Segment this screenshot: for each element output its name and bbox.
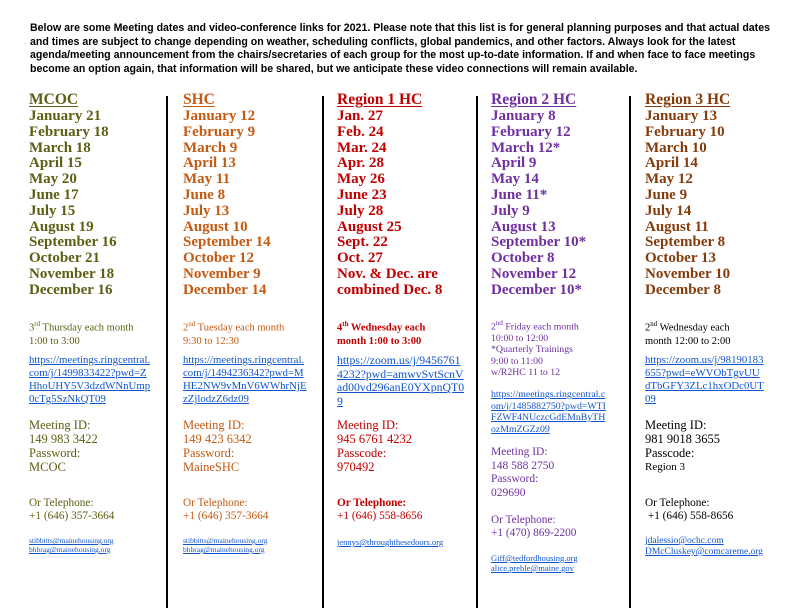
meeting-date: Jan. 27 [337,108,383,124]
schedule-note: 2nd Tuesday each month 9:30 to 12:30 [183,320,285,347]
meeting-date: July 9 [491,202,530,219]
column-mcoc [29,91,117,299]
schedule-note: 3rd Thursday each month 1:00 to 3:00 [29,320,134,347]
meeting-date: June 23 [337,186,387,203]
schedule-note: 2nd Wednesday each month 12:00 to 2:00 [645,320,731,347]
schedule-note: 2nd Friday each month 10:00 to 12:00 *Quarterly Trainings 9:00 to 11:00 w/R2HC 11 to 12 [491,319,579,379]
meeting-date: November 12 [491,265,577,282]
meeting-date: Apr. 28 [337,155,384,172]
meeting-date: September 8 [645,234,726,251]
meeting-dates-list [491,109,586,299]
meeting-dates-list [183,109,271,299]
meeting-date: August 19 [29,218,94,235]
telephone-info: Or Telephone: +1 (646) 357-3664 [183,497,269,522]
meeting-date: November 9 [183,265,261,282]
meeting-date: January 13 [645,108,718,124]
meeting-date: October 13 [645,250,716,267]
telephone-info: Or Telephone: +1 (646) 357-3664 [29,497,115,522]
meeting-date: July 13 [183,202,230,219]
column-region-2 [491,91,586,299]
meeting-dates-list [645,109,730,299]
column-divider [629,96,631,608]
meeting-date: August 11 [645,218,709,235]
email-link[interactable]: stibbitts@mainehousing.org [183,536,268,545]
column-shc [183,91,271,299]
meeting-date: February 10 [645,123,725,140]
meeting-date: April 9 [491,155,537,172]
meeting-date: January 8 [491,108,556,124]
email-link[interactable]: stibbitts@mainehousing.org [29,536,114,545]
video-conference-link[interactable]: https://meetings.ringcentral.com/j/1485882750?pwd=WTIFZWF4NUczcGdEMnByTHozMmZGZz09 [491,389,606,435]
meeting-date: December 16 [29,281,113,298]
column-title: Region 2 HC [491,91,577,108]
meeting-date: May 12 [645,171,693,188]
contact-emails [491,553,578,573]
meeting-date: December 8 [645,281,721,298]
email-link[interactable]: alice.preble@maine.gov [491,563,574,573]
meeting-date: June 11* [491,186,548,203]
meeting-date: April 14 [645,155,698,172]
schedule-note: 4th Wednesday each month 1:00 to 3:00 [337,320,426,347]
meeting-date: March 12* [491,139,561,156]
meeting-credentials: Meeting ID: 149 423 6342 Password: MaineSHC [183,418,252,474]
meeting-date: June 17 [29,186,79,203]
meeting-date: April 13 [183,155,236,172]
meeting-date: November 10 [645,265,731,282]
meeting-date: August 13 [491,218,556,235]
video-conference-link[interactable]: https://meetings.ringcentral.com/j/1494236342?pwd=MHE2NW9vMnV6WWhrNjEzZjlodzZ6dz09 [183,354,307,405]
column-divider [476,96,478,608]
email-link[interactable]: jdalessio@ochc.com [645,536,724,546]
email-link[interactable]: bhbrag@mainehousing.org [183,545,265,554]
column-title: SHC [183,91,215,108]
video-conference-link[interactable]: https://zoom.us/j/98190183655?pwd=eWVObTgvUUdTbGFY3ZLc1hxODc0UT09 [645,354,764,405]
meeting-date: February 18 [29,123,109,140]
meeting-date: February 12 [491,123,571,140]
meeting-credentials: Meeting ID: 148 588 2750 Password: 029690 [491,446,555,499]
meeting-date: April 15 [29,155,82,172]
column-title: Region 1 HC [337,91,423,108]
meeting-date: May 26 [337,171,385,188]
meeting-date: Sept. 22 [337,234,388,251]
meeting-date: January 21 [29,108,102,124]
meeting-date: January 12 [183,108,256,124]
column-title: Region 3 HC [645,91,731,108]
column-divider [322,96,324,608]
meeting-date: September 10* [491,234,587,251]
meeting-date: August 10 [183,218,248,235]
email-link[interactable]: bhbrag@mainehousing.org [29,545,111,554]
meeting-date: March 10 [645,139,707,156]
meeting-date: August 25 [337,218,402,235]
intro-paragraph: Below are some Meeting dates and video-conference links for 2021. Please note that this list is for general planning purposes and that actual dates and times are subject to change depending on weather, scheduling conflicts, global pandemics, and other factors. Always look for the latest agenda/meeting announcement from the chairs/secretaries of each group for the most up-to-date information. If and when face to face meetings become an option again, that information will be shared, but we anticipate these video connections will remain available. [30,22,770,75]
meeting-date: October 21 [29,250,100,267]
column-region-3 [645,91,730,299]
column-title: MCOC [29,91,79,108]
meeting-date: September 14 [183,234,271,251]
meeting-date: June 8 [183,186,226,203]
meeting-date: March 9 [183,139,238,156]
meeting-date: September 16 [29,234,117,251]
video-conference-link[interactable]: https://zoom.us/j/94567614232?pwd=amwvSvtScnVad00vd296anE0YXpnQT09 [337,353,465,408]
email-link[interactable]: Giff@tedfordhousing.org [491,553,578,563]
meeting-credentials: Meeting ID: 149 983 3422 Password: MCOC [29,418,98,474]
telephone-info: Or Telephone: +1 (646) 558-8656 [337,497,423,522]
meeting-date: December 14 [183,281,267,298]
meeting-date: February 9 [183,123,256,140]
telephone-info: Or Telephone: +1 (470) 869-2200 [491,514,577,539]
meeting-date: July 15 [29,202,76,219]
meeting-credentials: Meeting ID: 981 9018 3655 Passcode: Region 3 [645,418,720,473]
meeting-date: June 9 [645,186,688,203]
meeting-date: December 10* [491,281,582,298]
meeting-date: July 28 [337,202,384,219]
meeting-credentials: Meeting ID: 945 6761 4232 Passcode: 970492 [337,418,412,474]
column-divider [166,96,168,608]
meeting-date: Nov. & Dec. are [337,265,438,282]
meeting-dates-list [29,109,117,299]
meeting-date: May 11 [183,171,231,188]
meeting-date: October 12 [183,250,254,267]
email-link[interactable]: jennys@throughthesedoors.org [337,537,444,547]
contact-emails [183,536,267,554]
meeting-date: Oct. 27 [337,250,383,267]
meeting-date: combined Dec. 8 [337,281,443,298]
meeting-date: May 20 [29,171,77,188]
meeting-date: July 14 [645,202,692,219]
meeting-date: May 14 [491,171,539,188]
meeting-date: November 18 [29,265,115,282]
contact-emails [29,536,113,554]
telephone-info: Or Telephone: +1 (646) 558-8656 [645,497,734,522]
meeting-date: October 8 [491,250,555,267]
meeting-dates-list [337,109,442,299]
contact-emails [337,537,443,547]
meeting-date: March 18 [29,139,91,156]
video-conference-link[interactable]: https://meetings.ringcentral.com/j/1499833422?pwd=ZHhoUHY5V3dzdWNnUmp0cTg5SzNkQT09 [29,354,151,405]
contact-emails [645,536,763,558]
meeting-date: Mar. 24 [337,139,387,156]
email-link[interactable]: DMcCluskey@comcareme.org [645,547,764,557]
column-region-1 [337,91,442,299]
meeting-date: Feb. 24 [337,123,384,140]
